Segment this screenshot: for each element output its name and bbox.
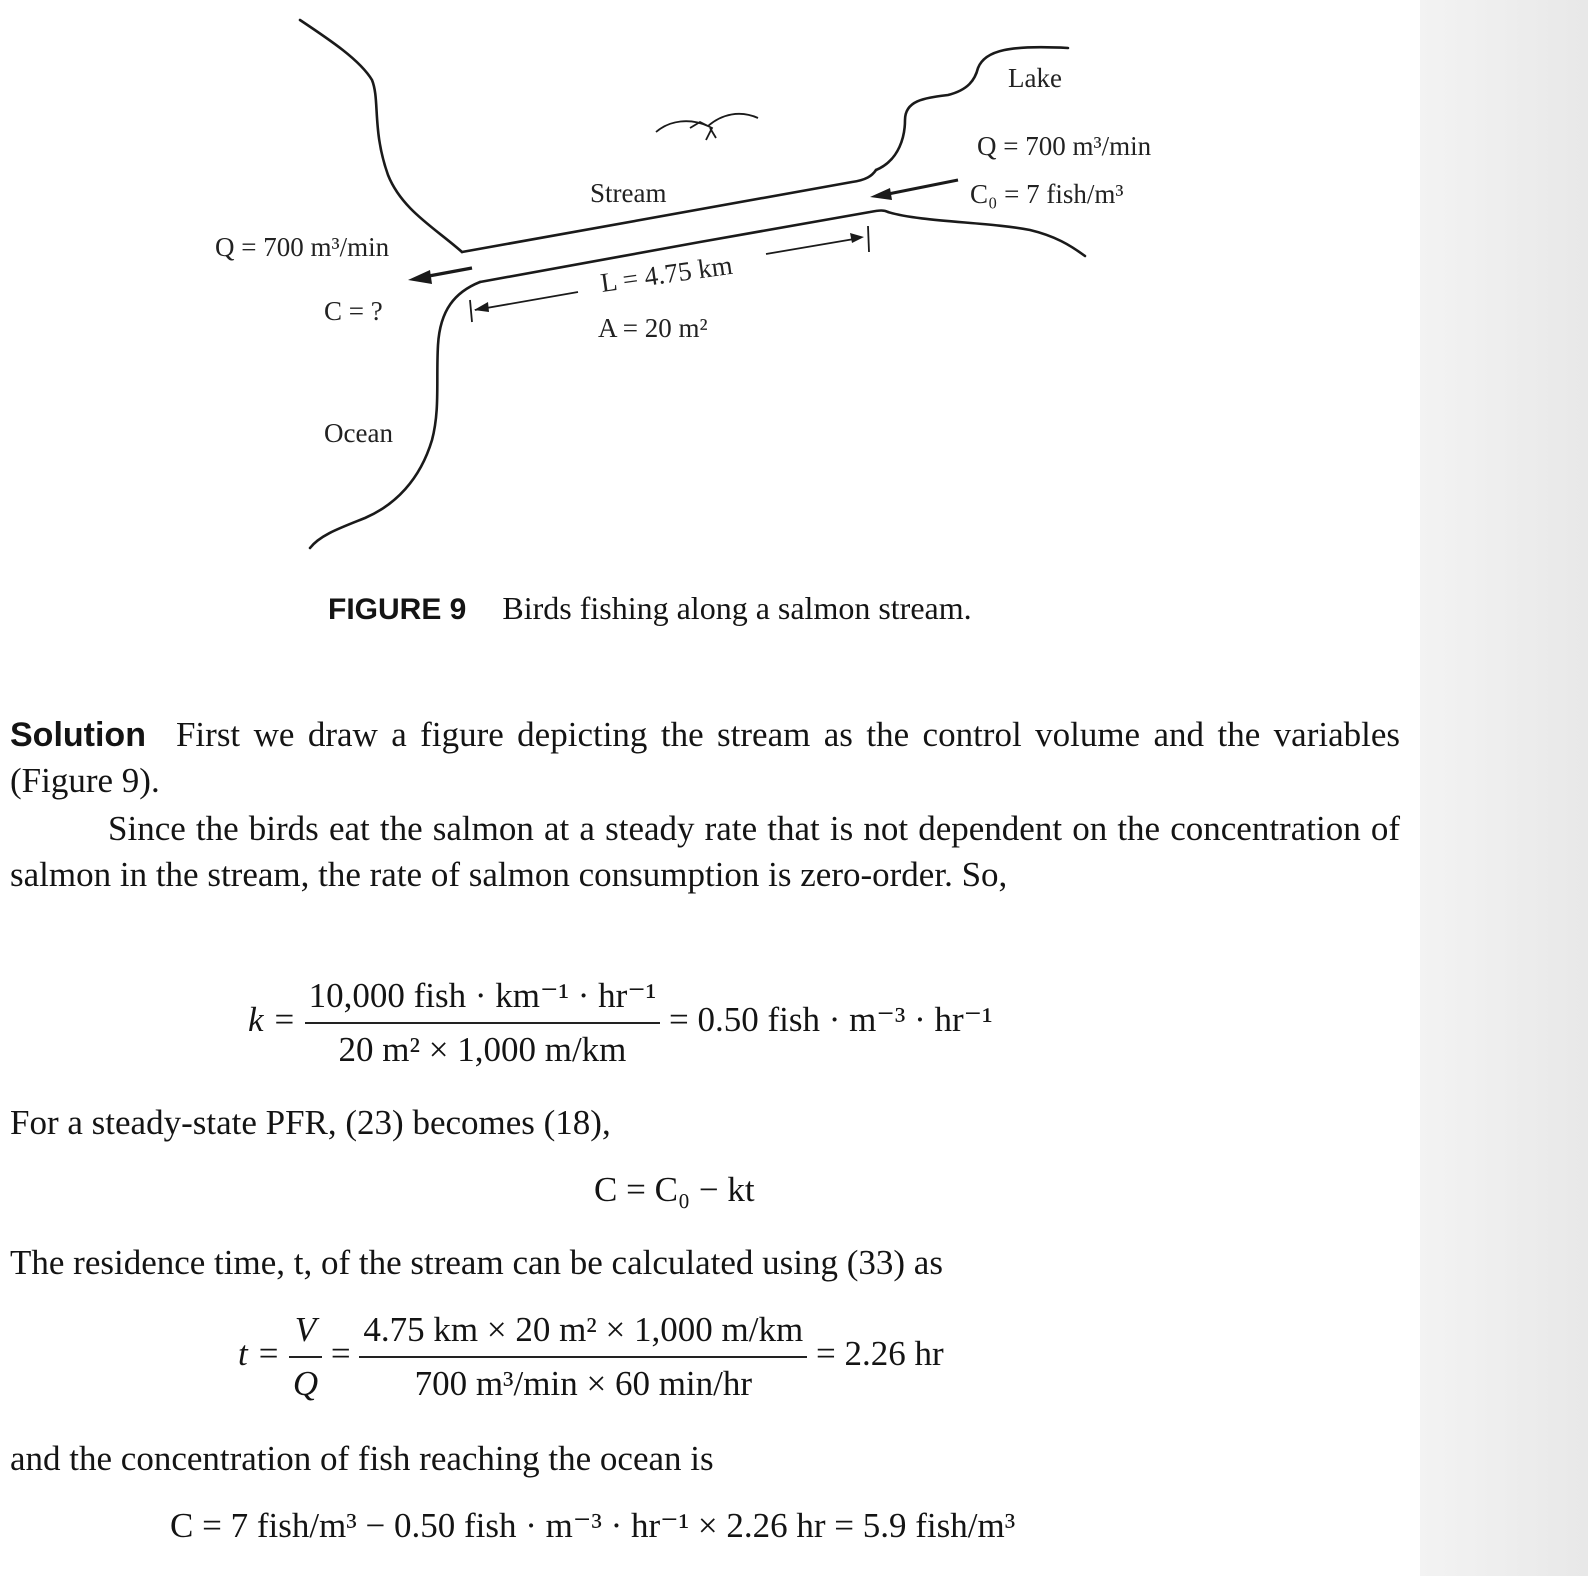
length-line-left [475, 292, 578, 310]
solution-paragraph [10, 712, 1400, 804]
rate-constant-equation [248, 976, 993, 1070]
k-result: = 0.50 fish · m⁻³ · hr⁻¹ [669, 1000, 993, 1040]
k-lhs: k = [248, 1000, 296, 1040]
k-fraction [305, 976, 661, 1070]
length-tick-left [470, 300, 472, 322]
length-arrowhead-right [850, 233, 864, 243]
solution-heading: Solution [10, 716, 146, 754]
stream-figure [0, 0, 1420, 580]
shoreline-upper-left [300, 20, 462, 252]
stream-label: Stream [590, 178, 667, 208]
q-denominator: Q [292, 1364, 319, 1403]
ocean-label: Ocean [324, 418, 393, 448]
t-fraction [359, 1310, 807, 1404]
t-equals: = [330, 1334, 351, 1374]
stream-bank-upper [462, 170, 876, 252]
final-concentration-equation: C = 7 fish/m³ − 0.50 fish · m⁻³ · hr⁻¹ × 2.26 hr = 5.9 fish/m³ [170, 1506, 1016, 1545]
length-tick-right [868, 226, 869, 252]
length-label: L = 4.75 km [598, 249, 735, 298]
solution-body: First we draw a figure depicting the stream as the control volume and the variables (Figure 9). [10, 715, 1400, 800]
residence-time-paragraph: The residence time, t, of the stream can be calculated using (33) as [10, 1243, 943, 1282]
inflow-arrowhead [870, 188, 892, 200]
final-concentration-paragraph: and the concentration of fish reaching the ocean is [10, 1439, 714, 1478]
v-over-q [289, 1310, 322, 1404]
lake-label: Lake [1008, 63, 1062, 93]
residence-time-equation [238, 1310, 944, 1404]
t-result: = 2.26 hr [815, 1334, 944, 1374]
outflow-c-label: C = ? [324, 296, 383, 326]
concentration-equation: C = C₀ − kt [594, 1170, 755, 1209]
area-label: A = 20 m² [598, 313, 708, 343]
inflow-c0-label: C₀ = 7 fish/m³ [970, 179, 1124, 209]
k-numerator: 10,000 fish · km⁻¹ · hr⁻¹ [305, 976, 661, 1024]
pfr-paragraph: For a steady-state PFR, (23) becomes (18), [10, 1103, 611, 1142]
zero-order-paragraph: Since the birds eat the salmon at a steady rate that is not dependent on the concentration of salmon in the stream, the rate of salmon consumption is zero-order. So, [10, 809, 1400, 894]
outflow-q-label: Q = 700 m³/min [215, 232, 390, 262]
t-denominator: 700 m³/min × 60 min/hr [414, 1364, 753, 1403]
figure-caption [328, 590, 972, 627]
figure-number: FIGURE 9 [328, 593, 467, 626]
page-edge-shadow [1420, 0, 1588, 1576]
bird-icon [656, 114, 758, 140]
inflow-q-label: Q = 700 m³/min [977, 131, 1152, 161]
t-numerator: 4.75 km × 20 m² × 1,000 m/km [359, 1310, 807, 1358]
outflow-arrowhead [408, 270, 432, 284]
v-numerator: V [289, 1310, 322, 1358]
t-lhs: t = [238, 1334, 281, 1374]
length-line-right [766, 238, 860, 254]
k-denominator: 20 m² × 1,000 m/km [338, 1030, 627, 1069]
lake-shore-lower [888, 212, 1085, 256]
figure-caption-text: Birds fishing along a salmon stream. [502, 590, 972, 626]
